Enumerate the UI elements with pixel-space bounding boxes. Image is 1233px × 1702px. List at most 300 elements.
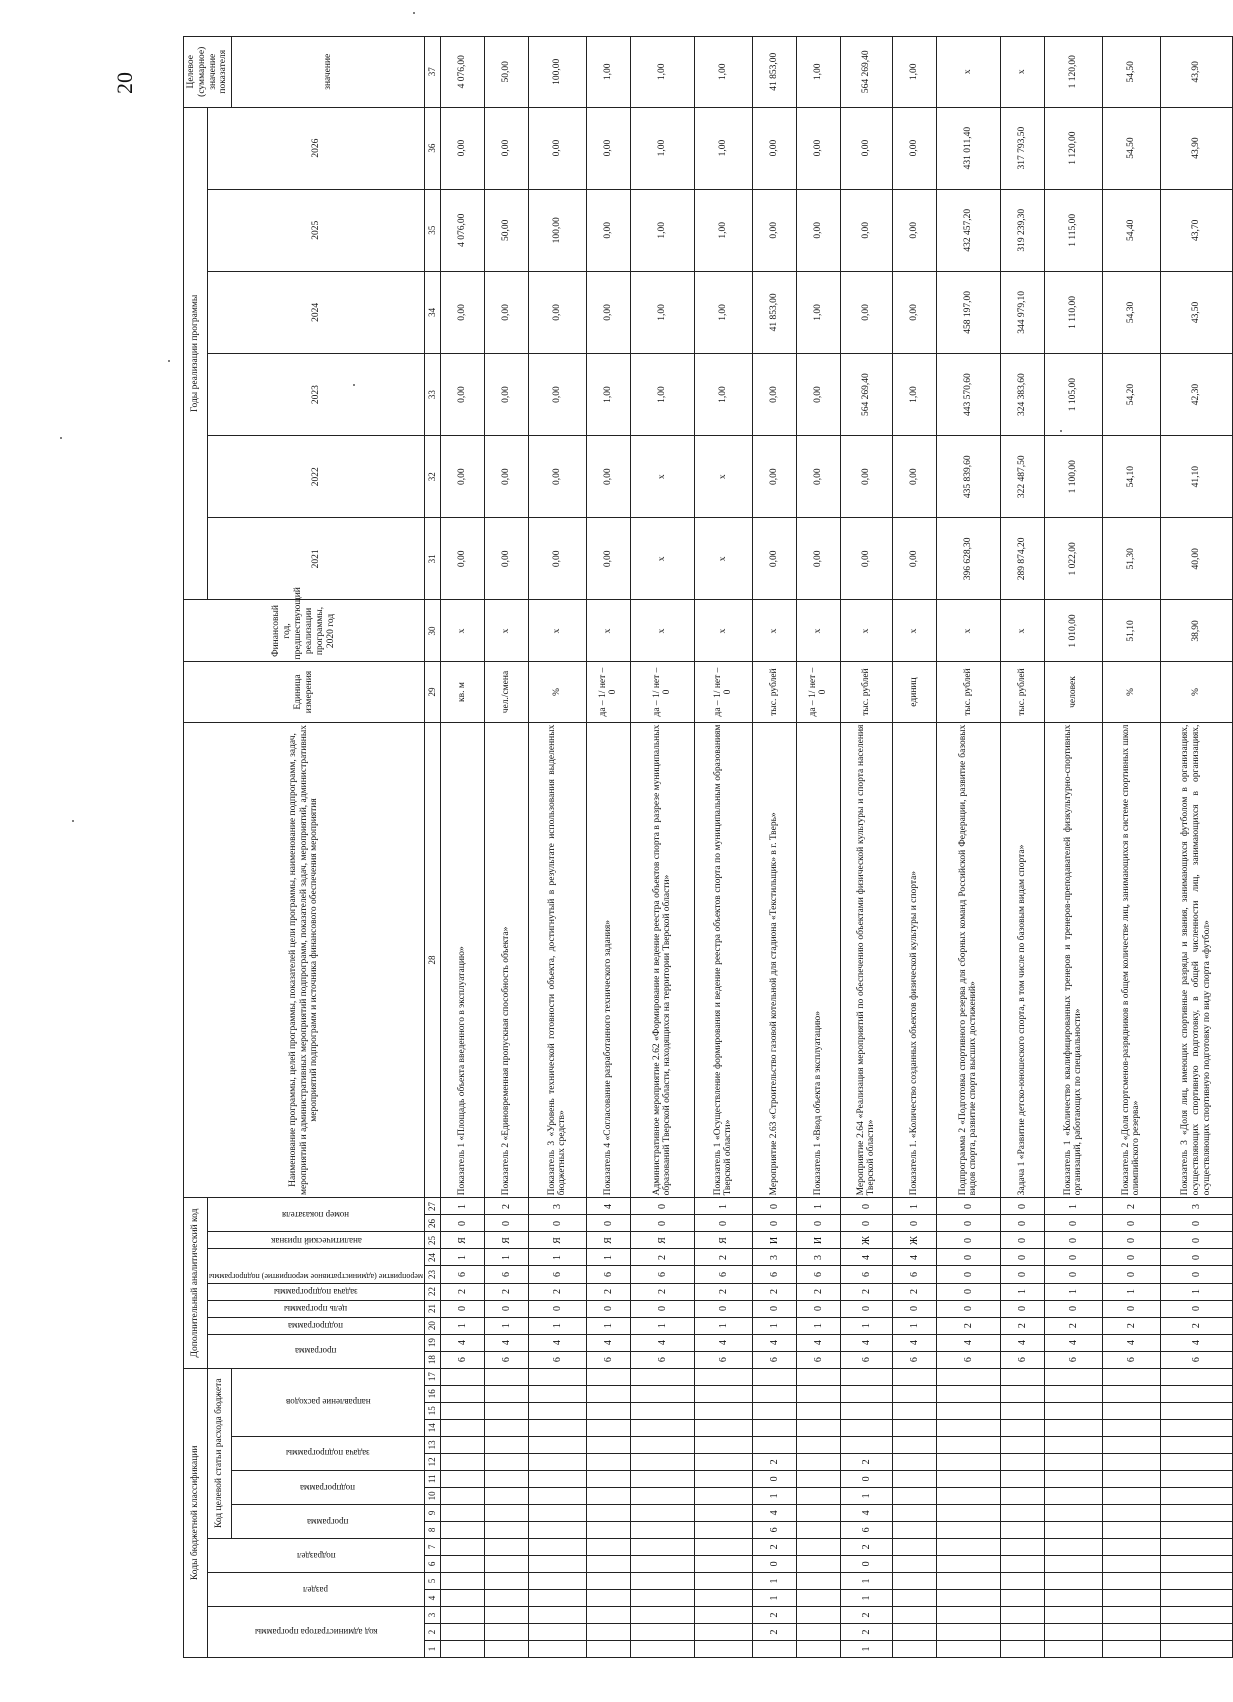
code-cell: 6 <box>586 1351 630 1368</box>
code-cell: 2 <box>528 1283 586 1300</box>
code-cell <box>694 1419 752 1436</box>
column-number: 24 <box>424 1249 440 1266</box>
code-cell: 4 <box>752 1504 796 1521</box>
code-cell <box>440 1589 484 1606</box>
code-cell: 0 <box>840 1198 892 1215</box>
code-cell <box>892 1589 936 1606</box>
code-cell <box>936 1487 1000 1504</box>
code-cell <box>528 1402 586 1419</box>
code-cell <box>1102 1470 1160 1487</box>
code-cell <box>1102 1385 1160 1402</box>
code-cell: Я <box>694 1232 752 1249</box>
row-name: Показатель 1 «Осуществление формирования и ведение реестра объектов спорта по муниципальным образованиям Тверской области» <box>694 722 752 1198</box>
code-cell <box>484 1402 528 1419</box>
code-cell <box>892 1436 936 1453</box>
program-indicators-table <box>183 36 1233 1658</box>
code-cell: 2 <box>1044 1317 1102 1334</box>
row-target-value: 1,00 <box>796 37 840 108</box>
row-year-value: 0,00 <box>586 271 630 353</box>
code-cell <box>440 1640 484 1657</box>
row-year-value: 0,00 <box>484 107 528 189</box>
code-cell <box>484 1368 528 1385</box>
code-cell <box>586 1436 630 1453</box>
code-cell: 6 <box>440 1266 484 1283</box>
scan-speck <box>72 820 74 822</box>
code-cell <box>586 1368 630 1385</box>
years-header: Годы реализации программы <box>184 107 208 600</box>
code-cell: 0 <box>936 1266 1000 1283</box>
code-cell <box>694 1555 752 1572</box>
row-year-value: 1,00 <box>796 271 840 353</box>
row-unit: % <box>1160 662 1232 722</box>
code-cell <box>936 1606 1000 1623</box>
code-cell: 6 <box>892 1351 936 1368</box>
code-cell <box>694 1453 752 1470</box>
code-cell <box>892 1538 936 1555</box>
code-cell: 0 <box>1102 1215 1160 1232</box>
row-year-value: 0,00 <box>484 518 528 600</box>
row-unit: % <box>528 662 586 722</box>
code-cell: 0 <box>936 1215 1000 1232</box>
code-cell <box>796 1623 840 1640</box>
column-number: 26 <box>424 1215 440 1232</box>
code-cell: 0 <box>936 1283 1000 1300</box>
code-cell: 2 <box>1000 1317 1044 1334</box>
code-cell <box>694 1640 752 1657</box>
row-year-value: х <box>694 436 752 518</box>
row-year-value: 0,00 <box>440 107 484 189</box>
code-cell: 2 <box>484 1198 528 1215</box>
code-cell <box>1160 1589 1232 1606</box>
scan-speck <box>168 360 170 362</box>
code-cell: 6 <box>752 1521 796 1538</box>
code-cell <box>1160 1555 1232 1572</box>
code-cell <box>528 1453 586 1470</box>
code-cell <box>892 1572 936 1589</box>
row-year-value: 0,00 <box>796 107 840 189</box>
scan-speck <box>60 437 62 439</box>
row-year-value: 458 197,00 <box>936 271 1000 353</box>
code-cell <box>1102 1623 1160 1640</box>
row-target-value: 564 269,40 <box>840 37 892 108</box>
code-cell: 2 <box>752 1606 796 1623</box>
code-cell: 6 <box>1160 1351 1232 1368</box>
code-cell <box>892 1385 936 1402</box>
table-row <box>796 37 840 1658</box>
code-cell: 0 <box>892 1215 936 1232</box>
code-cell: 0 <box>586 1215 630 1232</box>
code-cell: 1 <box>752 1487 796 1504</box>
code-cell <box>840 1419 892 1436</box>
code-cell <box>484 1589 528 1606</box>
code-cell <box>1044 1453 1102 1470</box>
page-number: 20 <box>112 72 137 94</box>
code-cell <box>796 1385 840 1402</box>
code-cell: И <box>796 1232 840 1249</box>
code-cell: 1 <box>752 1317 796 1334</box>
code-cell <box>586 1640 630 1657</box>
code-cell <box>796 1419 840 1436</box>
code-cell <box>1102 1436 1160 1453</box>
code-cell <box>1160 1368 1232 1385</box>
code-cell: 6 <box>752 1266 796 1283</box>
row-year-value: 0,00 <box>528 107 586 189</box>
code-cell: 0 <box>752 1198 796 1215</box>
code-cell: 0 <box>1044 1266 1102 1283</box>
row-year-value: 0,00 <box>840 189 892 271</box>
code-cell <box>1044 1606 1102 1623</box>
column-number: 25 <box>424 1232 440 1249</box>
row-year-value: 0,00 <box>586 189 630 271</box>
code-cell: 2 <box>752 1283 796 1300</box>
code-cell <box>484 1538 528 1555</box>
code-cell <box>1000 1623 1044 1640</box>
table-row <box>586 37 630 1658</box>
table-row <box>840 37 892 1658</box>
column-number: 12 <box>424 1453 440 1470</box>
code-cell <box>630 1504 694 1521</box>
row-name: Показатель 1 «Количество квалифицированных тренеров и тренеров-преподавателей физкультурно-спортивных организаций, работающих по специальности» <box>1044 722 1102 1198</box>
code-cell: 0 <box>1102 1266 1160 1283</box>
code-cell <box>586 1572 630 1589</box>
row-name: Задача 1 «Развитие детско-юношеского спорта, в том числе по базовым видам спорта» <box>1000 722 1044 1198</box>
code-cell <box>440 1606 484 1623</box>
code-cell <box>1000 1453 1044 1470</box>
code-cell: 0 <box>892 1300 936 1317</box>
code-cell <box>936 1538 1000 1555</box>
row-unit: да – 1/ нет – 0 <box>796 662 840 722</box>
code-cell <box>892 1606 936 1623</box>
table-row <box>752 37 796 1658</box>
code-cell: 0 <box>586 1300 630 1317</box>
code-cell <box>1102 1504 1160 1521</box>
row-year-value: 1 110,00 <box>1044 271 1102 353</box>
code-cell <box>630 1589 694 1606</box>
row-name: Подпрограмма 2 «Подготовка спортивного резерва для сборных команд Российской Федерации, развитие базовых видов спорта, развитие спорта высших достижений» <box>936 722 1000 1198</box>
code-cell <box>936 1402 1000 1419</box>
code-cell <box>586 1606 630 1623</box>
code-cell <box>1000 1572 1044 1589</box>
column-number: 28 <box>424 722 440 1198</box>
code-cell <box>586 1453 630 1470</box>
code-cell <box>1000 1589 1044 1606</box>
code-cell: 4 <box>694 1334 752 1351</box>
column-number: 36 <box>424 107 440 189</box>
code-cell <box>1160 1640 1232 1657</box>
column-number: 34 <box>424 271 440 353</box>
code-cell <box>1000 1606 1044 1623</box>
code-cell <box>1102 1402 1160 1419</box>
code-cell: 0 <box>936 1232 1000 1249</box>
subprogram-task-header: задача подпрограммы <box>232 1436 425 1470</box>
code-cell <box>1000 1368 1044 1385</box>
row-name: Показатель 3 «Уровень технической готовности объекта, достигнутый в результате использования выделенных бюджетных средств» <box>528 722 586 1198</box>
code-cell <box>936 1521 1000 1538</box>
row-year-value: 0,00 <box>528 353 586 435</box>
code-cell: 6 <box>892 1266 936 1283</box>
row-name: Мероприятие 2.64 «Реализация мероприятий по обеспечению объектами физической культуры и спорта населения Тверской области» <box>840 722 892 1198</box>
code-cell <box>484 1419 528 1436</box>
column-number: 14 <box>424 1419 440 1436</box>
code-cell <box>936 1419 1000 1436</box>
code-cell <box>936 1453 1000 1470</box>
code-cell <box>1000 1436 1044 1453</box>
code-cell <box>840 1368 892 1385</box>
ac-goal-header: цель программы <box>208 1300 425 1317</box>
table-row <box>892 37 936 1658</box>
code-cell <box>484 1504 528 1521</box>
row-fin-year-value: х <box>752 600 796 662</box>
column-number-row <box>424 37 440 1658</box>
code-cell <box>1000 1521 1044 1538</box>
code-cell: 4 <box>528 1334 586 1351</box>
code-cell <box>1102 1521 1160 1538</box>
code-cell: Я <box>528 1232 586 1249</box>
code-cell <box>752 1368 796 1385</box>
row-year-value: 317 793,50 <box>1000 107 1044 189</box>
code-cell <box>630 1368 694 1385</box>
ac-subprogram-header: подпрограмма <box>208 1317 425 1334</box>
row-year-value: 1,00 <box>694 353 752 435</box>
code-cell <box>1102 1368 1160 1385</box>
row-year-value: 0,00 <box>484 436 528 518</box>
code-cell: 2 <box>892 1283 936 1300</box>
row-year-value: 1 105,00 <box>1044 353 1102 435</box>
code-cell <box>484 1521 528 1538</box>
row-year-value: 40,00 <box>1160 518 1232 600</box>
code-cell <box>1044 1470 1102 1487</box>
row-target-value: х <box>936 37 1000 108</box>
row-year-value: 4 076,00 <box>440 189 484 271</box>
row-year-value: 43,50 <box>1160 271 1232 353</box>
row-year-value: 54,20 <box>1102 353 1160 435</box>
code-cell <box>892 1402 936 1419</box>
code-cell: 2 <box>752 1453 796 1470</box>
row-name: Показатель 4 «Согласование разработанного технического задания» <box>586 722 630 1198</box>
row-name: Показатель 1 «Площадь объекта введенного в эксплуатацию» <box>440 722 484 1198</box>
row-year-value: 324 383,60 <box>1000 353 1044 435</box>
code-cell <box>796 1368 840 1385</box>
row-year-value: 289 874,20 <box>1000 518 1044 600</box>
code-cell <box>528 1521 586 1538</box>
code-cell: 0 <box>1160 1215 1232 1232</box>
code-cell <box>630 1436 694 1453</box>
code-cell <box>1044 1487 1102 1504</box>
row-target-value: 4 076,00 <box>440 37 484 108</box>
row-year-value: 0,00 <box>840 436 892 518</box>
column-number: 2 <box>424 1623 440 1640</box>
row-name: Показатель 2 «Единовременная пропускная способность объекта» <box>484 722 528 1198</box>
code-cell <box>1044 1555 1102 1572</box>
code-cell <box>694 1521 752 1538</box>
code-cell: 2 <box>840 1283 892 1300</box>
code-cell <box>630 1487 694 1504</box>
code-cell <box>1102 1555 1160 1572</box>
code-cell: 1 <box>440 1249 484 1266</box>
code-cell <box>796 1436 840 1453</box>
code-cell <box>528 1504 586 1521</box>
row-unit: тыс. рублей <box>936 662 1000 722</box>
code-cell: 4 <box>840 1504 892 1521</box>
code-cell <box>528 1470 586 1487</box>
row-year-value: х <box>694 518 752 600</box>
column-number: 21 <box>424 1300 440 1317</box>
row-unit: кв. м <box>440 662 484 722</box>
code-cell: 2 <box>1102 1198 1160 1215</box>
row-year-value: 0,00 <box>752 107 796 189</box>
row-target-value: 50,00 <box>484 37 528 108</box>
code-cell <box>440 1572 484 1589</box>
code-cell <box>484 1572 528 1589</box>
code-cell <box>1160 1453 1232 1470</box>
code-cell <box>1044 1521 1102 1538</box>
row-name: Показатель 1 «Ввод объекта в эксплуатацию» <box>796 722 840 1198</box>
code-cell <box>528 1589 586 1606</box>
row-year-value: 54,40 <box>1102 189 1160 271</box>
row-fin-year-value: х <box>840 600 892 662</box>
code-cell: 4 <box>936 1334 1000 1351</box>
code-cell: 0 <box>1102 1300 1160 1317</box>
code-cell: 0 <box>796 1215 840 1232</box>
table-row <box>936 37 1000 1658</box>
row-target-value: 41 853,00 <box>752 37 796 108</box>
code-cell <box>840 1402 892 1419</box>
target-header: Целевое (суммарное) значение показателя <box>184 37 232 108</box>
program-code-header: программа <box>232 1504 425 1538</box>
row-year-value: 1 100,00 <box>1044 436 1102 518</box>
code-cell: 6 <box>484 1266 528 1283</box>
code-cell: 6 <box>528 1351 586 1368</box>
code-cell: 4 <box>484 1334 528 1351</box>
row-year-value: 0,00 <box>440 353 484 435</box>
code-cell: 4 <box>586 1198 630 1215</box>
row-unit: единиц <box>892 662 936 722</box>
code-cell: Я <box>484 1232 528 1249</box>
code-cell <box>840 1436 892 1453</box>
code-cell <box>796 1453 840 1470</box>
code-cell <box>1160 1538 1232 1555</box>
code-cell: 0 <box>1044 1249 1102 1266</box>
code-cell <box>1044 1623 1102 1640</box>
code-cell <box>440 1385 484 1402</box>
code-cell: 1 <box>1000 1283 1044 1300</box>
code-cell <box>796 1402 840 1419</box>
column-number: 23 <box>424 1266 440 1283</box>
code-cell: 4 <box>440 1334 484 1351</box>
code-cell <box>694 1436 752 1453</box>
code-cell: 2 <box>694 1283 752 1300</box>
year-2021-header: 2021 <box>208 518 425 600</box>
row-unit: да – 1/ нет – 0 <box>630 662 694 722</box>
row-fin-year-value: х <box>586 600 630 662</box>
row-unit: тыс. рублей <box>752 662 796 722</box>
code-cell <box>752 1402 796 1419</box>
code-cell: 4 <box>1044 1334 1102 1351</box>
code-cell: 0 <box>1000 1249 1044 1266</box>
code-cell <box>694 1623 752 1640</box>
code-cell: 6 <box>840 1351 892 1368</box>
code-cell <box>1102 1419 1160 1436</box>
row-year-value: 1,00 <box>586 353 630 435</box>
table-row <box>440 37 484 1658</box>
column-number: 8 <box>424 1521 440 1538</box>
code-cell <box>1102 1640 1160 1657</box>
code-cell: 1 <box>840 1572 892 1589</box>
subprogram-code-header: подпрограмма <box>232 1470 425 1504</box>
code-cell: 6 <box>796 1351 840 1368</box>
code-cell: 4 <box>630 1334 694 1351</box>
code-cell: 4 <box>892 1334 936 1351</box>
code-cell <box>630 1470 694 1487</box>
row-target-value: 1,00 <box>586 37 630 108</box>
code-cell <box>1160 1521 1232 1538</box>
row-year-value: 0,00 <box>586 107 630 189</box>
code-cell <box>1044 1402 1102 1419</box>
code-cell <box>586 1419 630 1436</box>
code-cell <box>528 1385 586 1402</box>
code-cell <box>1044 1589 1102 1606</box>
row-year-value: 54,10 <box>1102 436 1160 518</box>
code-cell <box>440 1402 484 1419</box>
code-cell <box>796 1538 840 1555</box>
code-cell: 0 <box>936 1249 1000 1266</box>
code-cell <box>1000 1402 1044 1419</box>
column-number: 19 <box>424 1334 440 1351</box>
code-cell <box>440 1453 484 1470</box>
code-cell: 0 <box>840 1300 892 1317</box>
code-cell <box>528 1572 586 1589</box>
row-fin-year-value: 51,10 <box>1102 600 1160 662</box>
code-cell <box>484 1640 528 1657</box>
code-cell: 6 <box>796 1266 840 1283</box>
code-cell <box>528 1419 586 1436</box>
code-cell <box>694 1606 752 1623</box>
code-cell: 0 <box>840 1470 892 1487</box>
row-unit: человек <box>1044 662 1102 722</box>
code-cell: 0 <box>1044 1215 1102 1232</box>
code-cell: 0 <box>752 1215 796 1232</box>
code-cell <box>528 1436 586 1453</box>
column-number: 33 <box>424 353 440 435</box>
code-cell <box>936 1589 1000 1606</box>
code-cell <box>586 1470 630 1487</box>
code-cell <box>796 1504 840 1521</box>
code-cell <box>528 1640 586 1657</box>
row-unit: да – 1/ нет – 0 <box>586 662 630 722</box>
ac-event-header: мероприятие (административное мероприятие) подпрограммы <box>208 1249 425 1283</box>
code-cell <box>796 1470 840 1487</box>
row-unit: тыс. рублей <box>1000 662 1044 722</box>
code-cell: 2 <box>936 1317 1000 1334</box>
column-number: 16 <box>424 1385 440 1402</box>
row-year-value: 0,00 <box>796 518 840 600</box>
code-cell: 1 <box>796 1198 840 1215</box>
code-cell: И <box>752 1232 796 1249</box>
code-cell <box>484 1487 528 1504</box>
code-cell: 0 <box>1044 1300 1102 1317</box>
code-cell: 0 <box>752 1470 796 1487</box>
code-cell: 1 <box>840 1640 892 1657</box>
fin-year-header: Финансовый год, предшествующий реализации программы, 2020 год <box>184 600 425 662</box>
code-cell <box>586 1385 630 1402</box>
row-target-value: 1,00 <box>892 37 936 108</box>
code-cell: 0 <box>1000 1215 1044 1232</box>
code-cell: 4 <box>1102 1334 1160 1351</box>
code-cell <box>694 1385 752 1402</box>
code-cell: 0 <box>694 1300 752 1317</box>
code-cell: 6 <box>630 1351 694 1368</box>
row-year-value: 42,30 <box>1160 353 1232 435</box>
